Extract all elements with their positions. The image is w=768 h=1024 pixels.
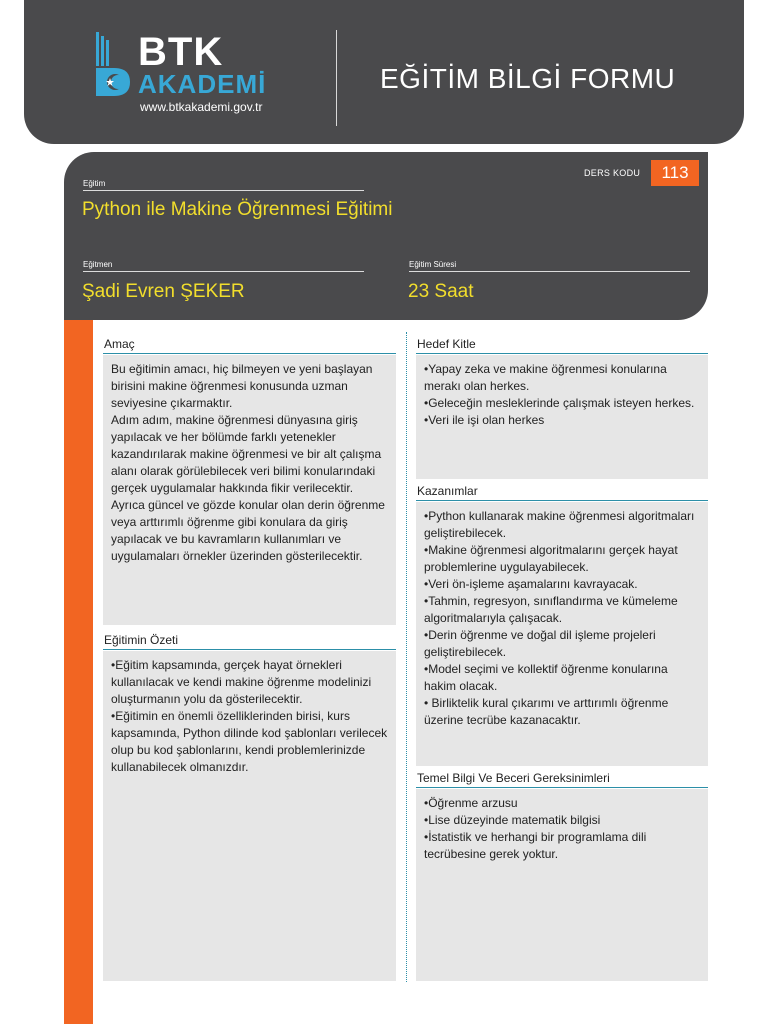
kazanimlar-title: Kazanımlar [417, 484, 478, 498]
kazanim-item: •Python kullanarak makine öğrenmesi algoritmaları geliştirebilecek. [424, 509, 695, 540]
amac-title: Amaç [104, 337, 135, 351]
gereksinim-item: •Öğrenme arzusu [424, 796, 518, 810]
instructor-underline [83, 271, 364, 272]
logo-akademi-text: AKADEMİ [138, 69, 267, 99]
kazanimlar-box [416, 502, 708, 766]
hedef-item: •Yapay zeka ve makine öğrenmesi konularına merakı olan herkes. [424, 362, 667, 393]
duration-underline [409, 271, 690, 272]
gereksinim-item: •Lise düzeyinde matematik bilgisi [424, 813, 601, 827]
ozet-box [103, 651, 396, 981]
hedef-item: •Veri ile işi olan herkes [424, 413, 545, 427]
kazanim-item: •Veri ön-işleme aşamalarını kavrayacak. [424, 577, 638, 591]
amac-paragraph: Bu eğitimin amacı, hiç bilmeyen ve yeni başlayan birisini makine öğrenmesi konusunda uzman seviyesine çıkarmaktır. [111, 362, 373, 410]
ozet-underline [103, 649, 396, 650]
instructor-name: Şadi Evren ŞEKER [82, 281, 245, 302]
instructor-label: Eğitmen [83, 260, 113, 269]
training-underline [83, 190, 364, 191]
training-label: Eğitim [83, 179, 106, 188]
column-divider [406, 332, 407, 982]
gereksinimler-underline [416, 787, 708, 788]
course-info-panel [64, 152, 708, 320]
course-code-badge: 113 [651, 160, 699, 186]
header [24, 0, 744, 144]
hedef-item: •Geleceğin mesleklerinde çalışmak isteyen herkes. [424, 396, 695, 410]
ozet-item: •Eğitim kapsamında, gerçek hayat örnekleri kullanılacak ve kendi makine öğrenme modelinizi oluşturmanın yolu da gösterilecektir. [111, 658, 372, 706]
gereksinimler-title: Temel Bilgi Ve Beceri Gereksinimleri [417, 771, 610, 785]
header-divider [336, 30, 337, 126]
kazanim-item: •Derin öğrenme ve doğal dil işleme projeleri geliştirebilecek. [424, 628, 656, 659]
btk-logo-icon [94, 30, 134, 98]
ozet-item: •Eğitimin en önemli özelliklerinden birisi, kurs kapsamında, Python dilinde kod şablonları verilecek olup bu kod şablonlarını, kendi problemlerinizde kullanabilecek olmanızdır. [111, 709, 388, 774]
training-name: Python ile Makine Öğrenmesi Eğitimi [82, 199, 393, 220]
course-code-label: DERS KODU [584, 168, 641, 178]
kazanim-item: •Tahmin, regresyon, sınıflandırma ve kümeleme algoritmalarıyla çalışacak. [424, 594, 678, 625]
btk-akademi-logo[interactable] [94, 30, 294, 120]
kazanim-item: •Makine öğrenmesi algoritmalarını gerçek hayat problemlerine uygulayabilecek. [424, 543, 678, 574]
form-title: EĞİTİM BİLGİ FORMU [380, 63, 676, 94]
website-url[interactable]: www.btkakademi.gov.tr [140, 100, 263, 114]
duration-value: 23 Saat [408, 281, 474, 302]
ozet-title: Eğitimin Özeti [104, 633, 179, 647]
amac-underline [103, 353, 396, 354]
logo-btk-text: BTK [138, 30, 224, 74]
kazanim-item: •Model seçimi ve kollektif öğrenme konularına hakim olacak. [424, 662, 668, 693]
duration-label: Eğitim Süresi [409, 260, 457, 269]
gereksinim-item: •İstatistik ve herhangi bir programlama dili tecrübesine gerek yoktur. [424, 830, 647, 861]
kazanimlar-underline [416, 500, 708, 501]
orange-side-bar [64, 320, 93, 1024]
amac-paragraph: Adım adım, makine öğrenmesi dünyasına giriş yapılacak ve her bölümde farklı yetenekler kazandırılarak makine öğrenmesi ve bir alt çalışma alanı olarak görülebilecek veri bilimi konularındaki gerçek uygulamalar hakkında fikir verilecektir. [111, 413, 382, 495]
hedef-title: Hedef Kitle [417, 337, 476, 351]
kazanim-item: • Birliktelik kural çıkarımı ve arttırımlı öğrenme üzerine tecrübe kazanacaktır. [424, 696, 669, 727]
amac-box [103, 355, 396, 625]
hedef-underline [416, 353, 708, 354]
gereksinimler-box [416, 789, 708, 981]
amac-paragraph: Ayrıca güncel ve gözde konular olan derin öğrenme veya arttırımlı öğrenme gibi konulara da giriş yapılacak ve bu kavramların kullanımları ve uygulamaları örnekler üzerinden gösterilecektir. [111, 498, 385, 563]
hedef-box [416, 355, 708, 479]
